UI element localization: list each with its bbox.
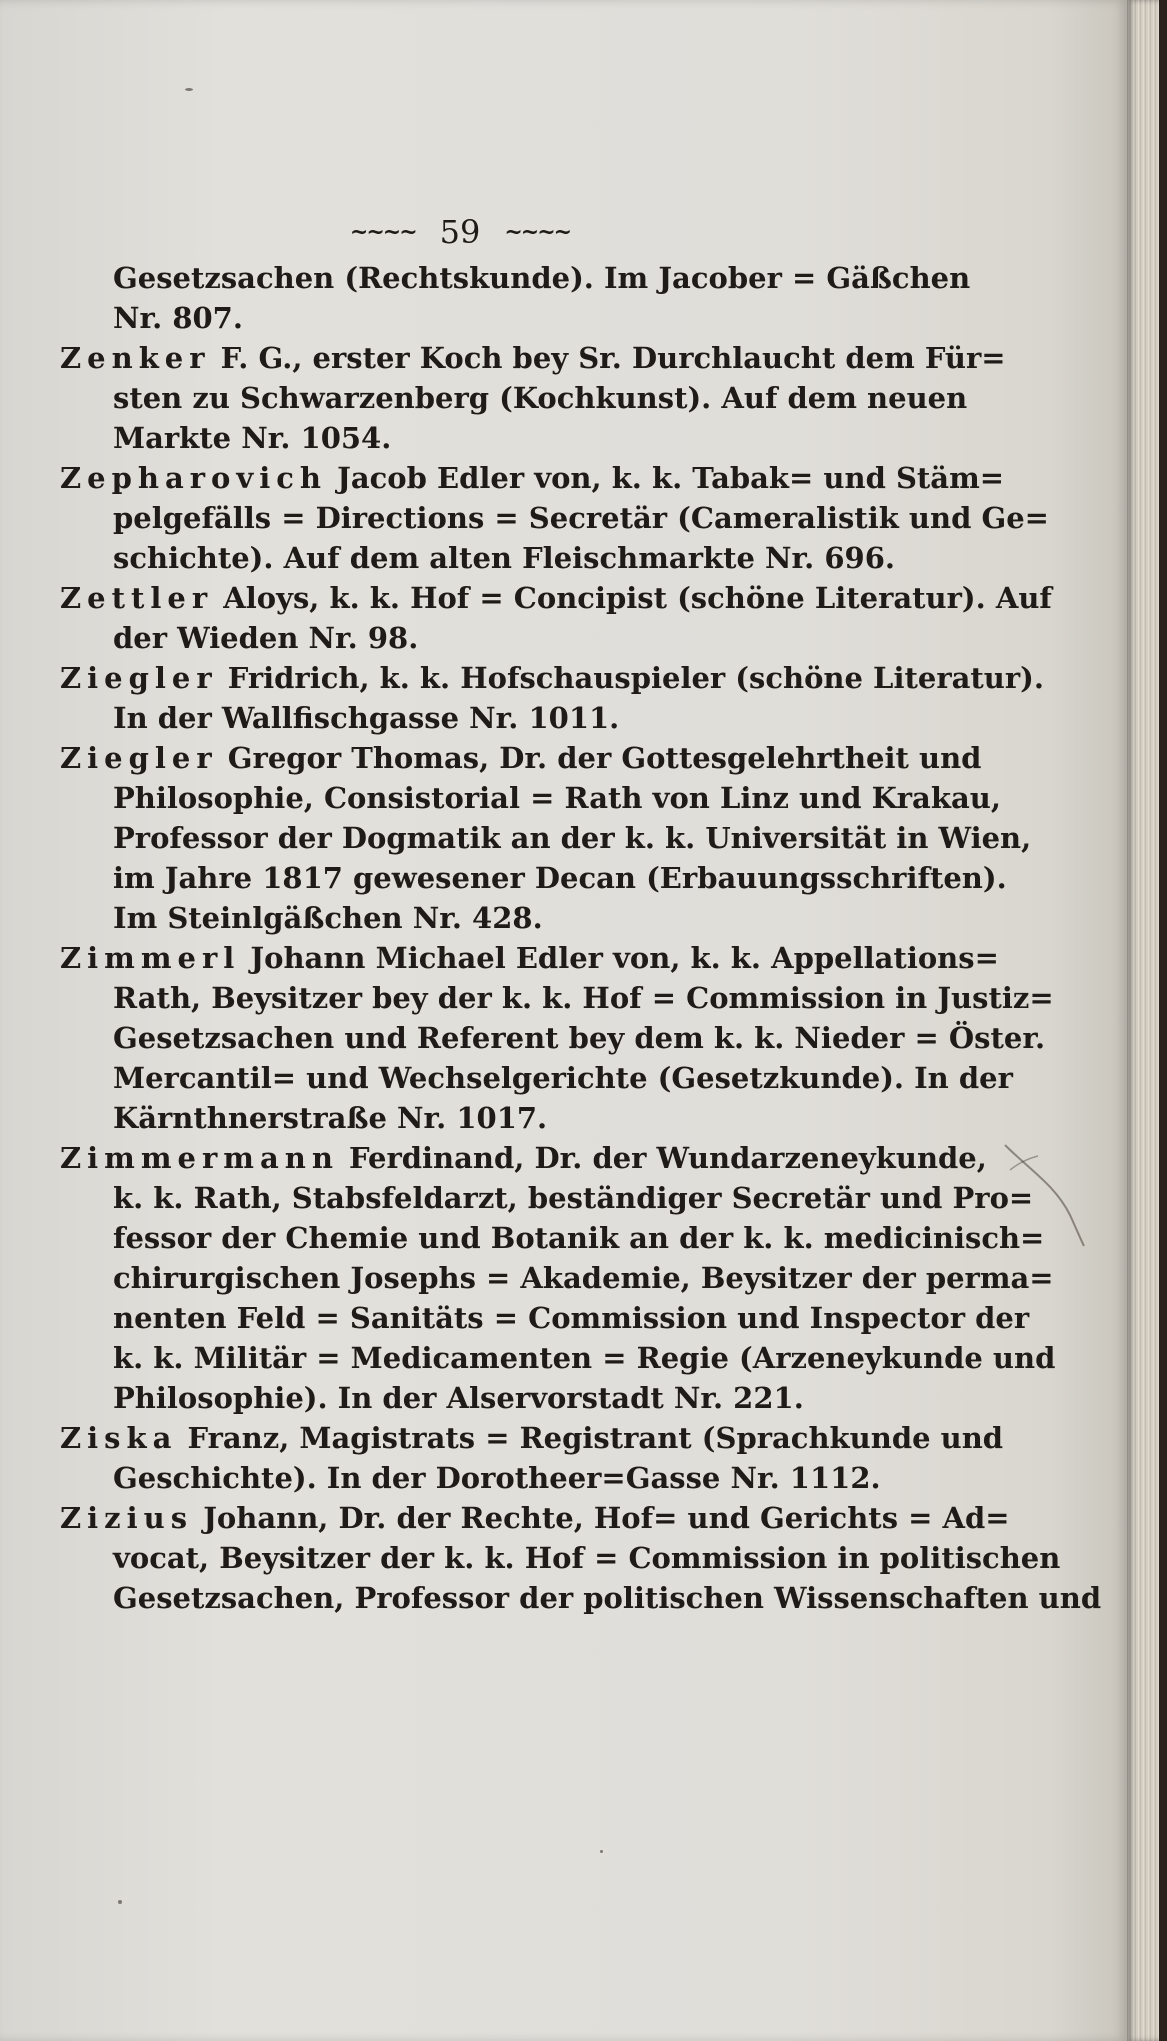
entry-ziegler-fridrich [60, 658, 1044, 738]
text-line: Professor der Dogmatik an der k. k. Universität in Wien, [113, 821, 1032, 855]
text-line: Kärnthnerstraße Nr. 1017. [113, 1101, 548, 1135]
entry-name: Zepharovich [60, 461, 328, 495]
entry-text: Jacob Edler von, k. k. Tabak= und Stäm= [327, 461, 1005, 495]
text-line [60, 578, 1052, 618]
entry-name: Ziska [60, 1421, 178, 1455]
text-line: Mercantil= und Wechselgerichte (Gesetzkunde). In der [113, 1061, 1013, 1095]
paper-speck [185, 88, 193, 91]
text-line: Philosophie). In der Alservorstadt Nr. 221. [113, 1381, 804, 1415]
entry-ziegler-gregor [60, 738, 1032, 938]
text-line [60, 658, 1044, 698]
text-line: Gesetzsachen und Referent bey dem k. k. Nieder = Öster. [113, 1021, 1046, 1055]
entry-ziska [60, 1418, 1004, 1498]
text-line: vocat, Beysitzer der k. k. Hof = Commission in politischen [113, 1541, 1061, 1575]
entry-text: Gregor Thomas, Dr. der Gottesgelehrtheit und [217, 741, 982, 775]
text-line: Nr. 807. [113, 301, 243, 335]
entry-name: Ziegler [60, 741, 218, 775]
text-line: schichte). Auf dem alten Fleischmarkte Nr. 696. [113, 541, 895, 575]
pencil-mark [1000, 1140, 1090, 1250]
text-line: nenten Feld = Sanitäts = Commission und Inspector der [113, 1301, 1030, 1335]
entry-text: Johann, Dr. der Rechte, Hof= und Gerichts = Ad= [193, 1501, 1010, 1535]
text-line: Rath, Beysitzer bey der k. k. Hof = Commission in Justiz= [113, 981, 1054, 1015]
entry-name: Zettler [60, 581, 214, 615]
entry-text: Aloys, k. k. Hof = Concipist (schöne Literatur). Auf [213, 581, 1052, 615]
page-header [330, 212, 590, 252]
page-number: 59 [439, 213, 481, 251]
entry-name: Ziegler [60, 661, 218, 695]
entry-zimmerl [60, 938, 1054, 1138]
entry-text: Franz, Magistrats = Registrant (Sprachkunde und [177, 1421, 1004, 1455]
entry-zizius [60, 1498, 1102, 1618]
page-body-text [60, 258, 1102, 1618]
text-line [60, 1498, 1010, 1538]
entry-text: Fridrich, k. k. Hofschauspieler (schöne Literatur). [217, 661, 1044, 695]
text-line [60, 938, 999, 978]
entry-zepharovich [60, 458, 1049, 578]
text-line: Philosophie, Consistorial = Rath von Linz und Krakau, [113, 781, 1001, 815]
text-line: k. k. Rath, Stabsfeldarzt, beständiger Secretär und Pro= [113, 1181, 1034, 1215]
text-line [60, 458, 1005, 498]
text-line: In der Wallfischgasse Nr. 1011. [113, 701, 620, 735]
right-ornament: ~~~~ [504, 219, 571, 245]
text-line: im Jahre 1817 gewesener Decan (Erbauungsschriften). [113, 861, 1007, 895]
text-line [60, 738, 982, 778]
text-line: Markte Nr. 1054. [113, 421, 392, 455]
text-line: fessor der Chemie und Botanik an der k. k. medicinisch= [113, 1221, 1045, 1255]
text-line: chirurgischen Josephs = Akademie, Beysitzer der perma= [113, 1261, 1054, 1295]
paper-speck [600, 1850, 603, 1853]
text-line: der Wieden Nr. 98. [113, 621, 419, 655]
book-edge-shadow [1159, 0, 1167, 2041]
text-line: sten zu Schwarzenberg (Kochkunst). Auf dem neuen [113, 381, 968, 415]
text-line [60, 1418, 1004, 1458]
entry-zimmermann [60, 1138, 1056, 1418]
entry-continuation [60, 258, 971, 338]
text-line: k. k. Militär = Medicamenten = Regie (Arzeneykunde und [113, 1341, 1056, 1375]
entry-text: Ferdinand, Dr. der Wundarzeneykunde, [338, 1141, 987, 1175]
left-ornament: ~~~~ [349, 219, 416, 245]
entry-zettler [60, 578, 1052, 658]
paper-speck [118, 1900, 122, 1904]
entry-text: F. G., erster Koch bey Sr. Durchlaucht dem Für= [210, 341, 1006, 375]
entry-name: Zimmerl [60, 941, 241, 975]
entry-name: Zenker [60, 341, 211, 375]
entry-zenker [60, 338, 1006, 458]
text-line: pelgefälls = Directions = Secretär (Cameralistik und Ge= [113, 501, 1049, 535]
entry-name: Zizius [60, 1501, 194, 1535]
entry-name: Zimmermann [60, 1141, 339, 1175]
text-line [60, 338, 1006, 378]
entry-text: Johann Michael Edler von, k. k. Appellations= [240, 941, 999, 975]
text-line [60, 1138, 987, 1178]
text-line: Im Steinlgäßchen Nr. 428. [113, 901, 543, 935]
text-line: Geschichte). In der Dorotheer=Gasse Nr. 1112. [113, 1461, 881, 1495]
text-line: Gesetzsachen, Professor der politischen Wissenschaften und [113, 1581, 1102, 1615]
text-line: Gesetzsachen (Rechtskunde). Im Jacober = Gäßchen [113, 261, 971, 295]
